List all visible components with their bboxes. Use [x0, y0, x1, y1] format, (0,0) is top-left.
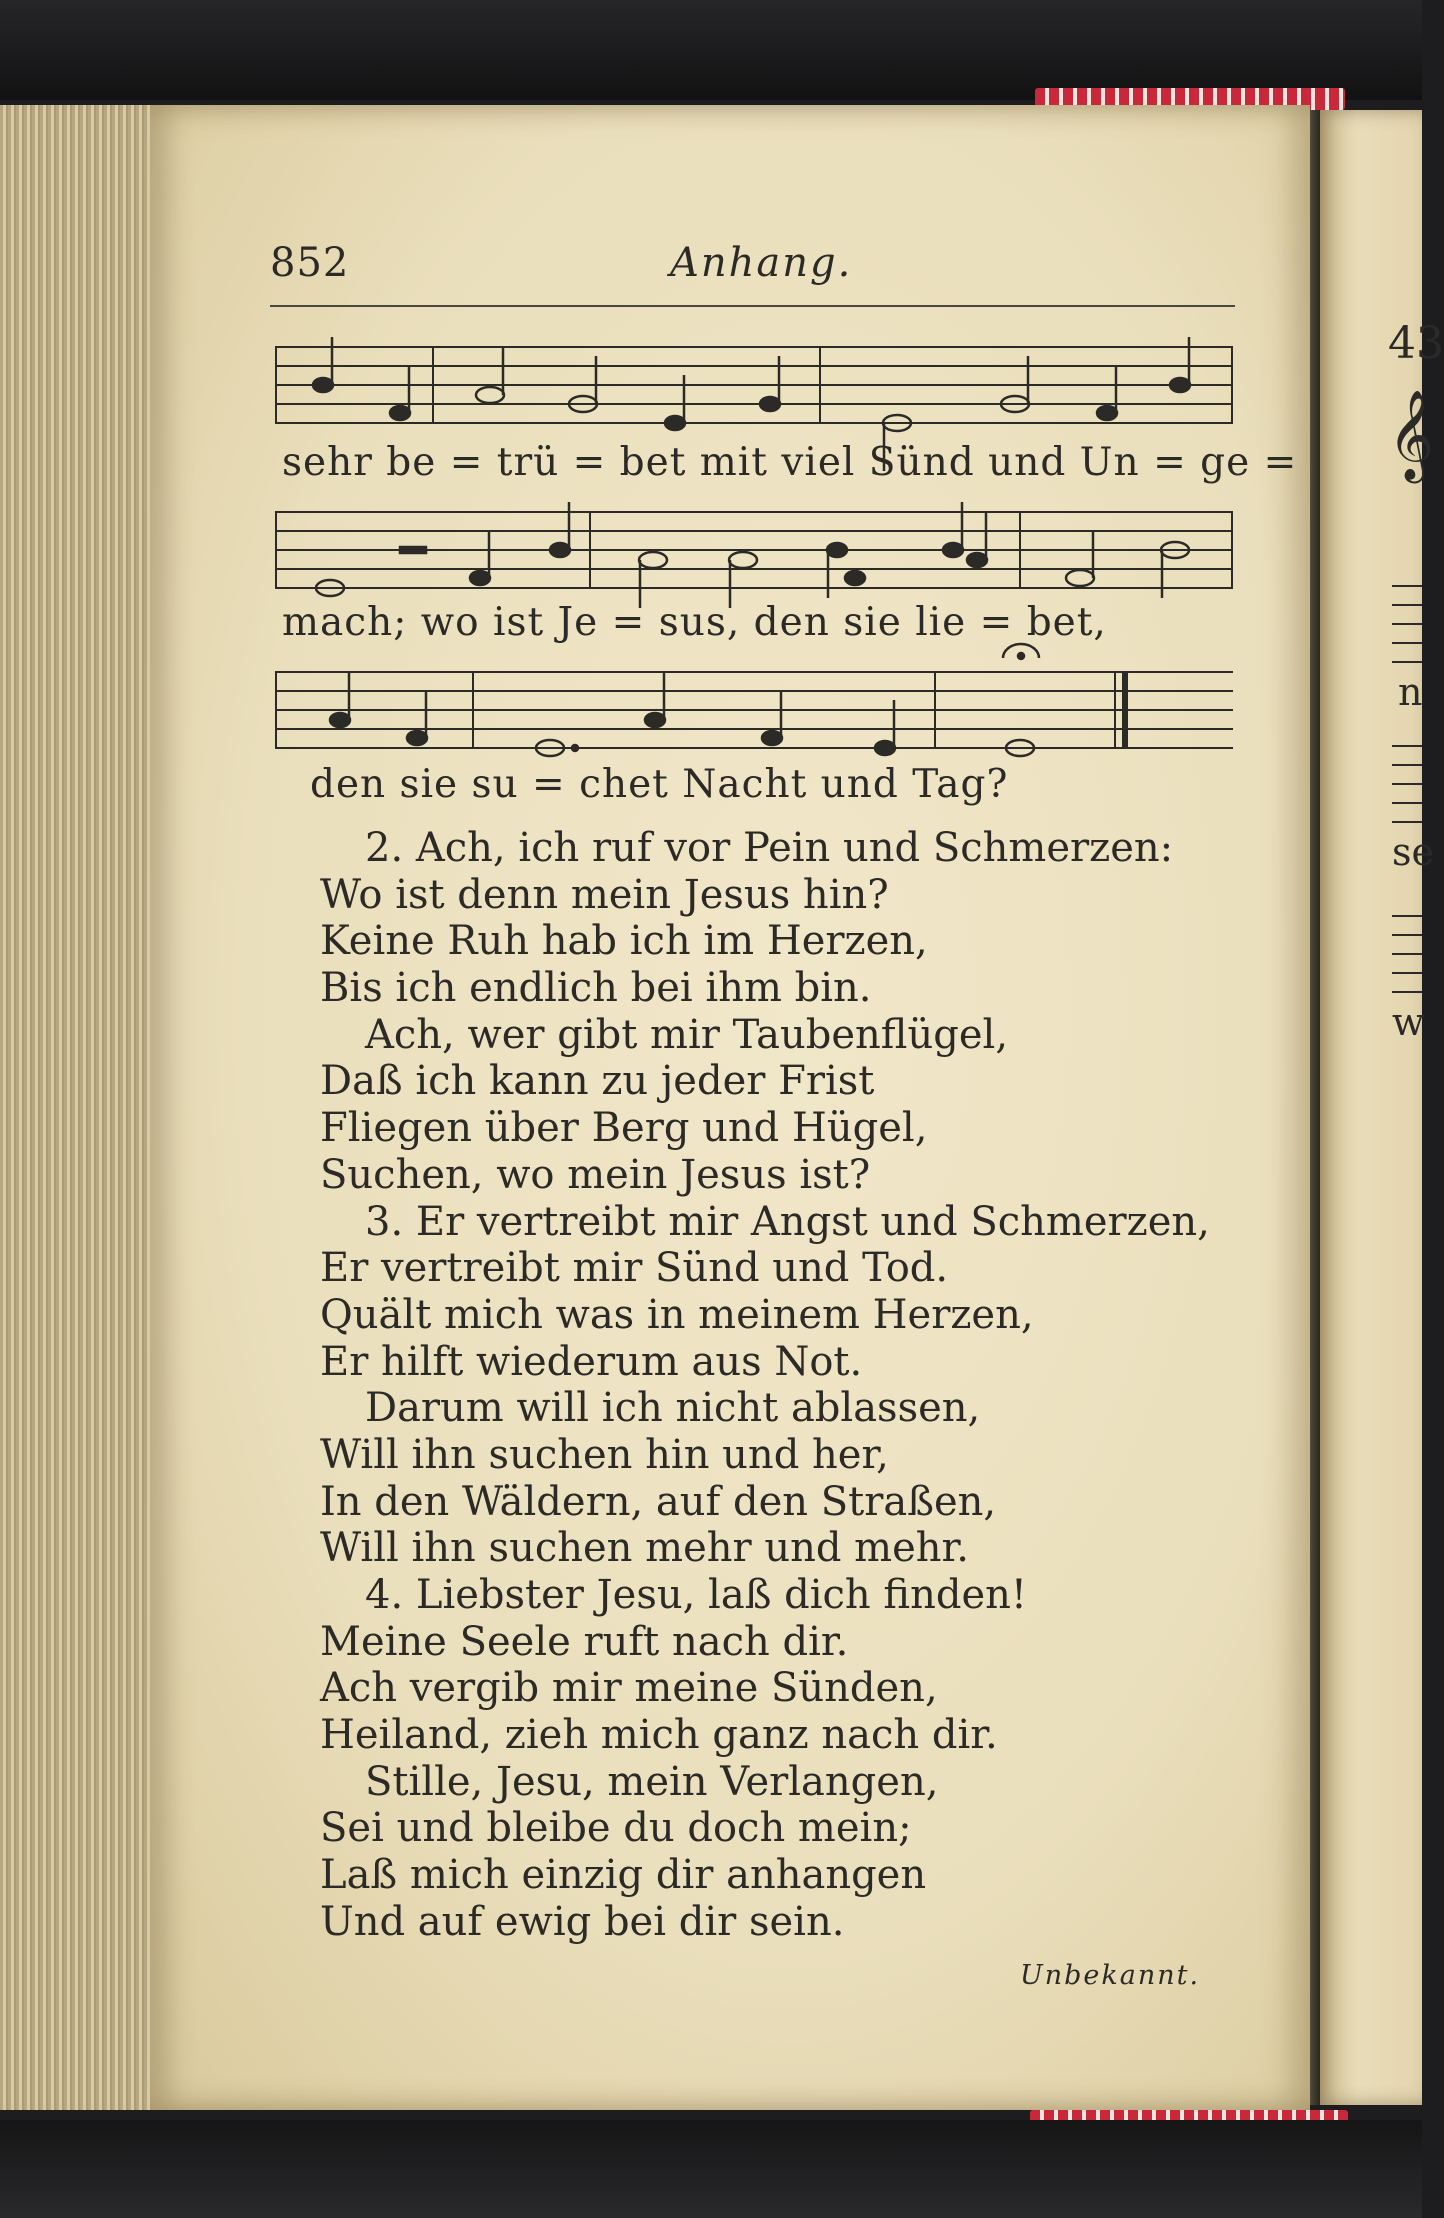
lyrics-line-2: mach; wo ist Je = sus, den sie lie = bet,	[282, 600, 1107, 645]
page-number: 852	[270, 240, 350, 286]
verse-line: Daß ich kann zu jeder Frist	[320, 1058, 875, 1105]
verse-line: Meine Seele ruft nach dir.	[320, 1618, 849, 1665]
facing-page-staff-2	[1392, 745, 1422, 823]
verse-line: Er hilft wiederum aus Not.	[320, 1338, 863, 1385]
verse-line: Quält mich was in meinem Herzen,	[320, 1291, 1034, 1338]
verse-line: Sei und bleibe du doch mein;	[320, 1805, 912, 1852]
lyrics-line-1: sehr be = trü = bet mit viel Sünd und Un = ge =	[282, 440, 1298, 485]
verse-line: 3. Er vertreibt mir Angst und Schmerzen,	[365, 1198, 1210, 1245]
verse-line: 4. Liebster Jesu, laß dich finden!	[365, 1572, 1027, 1618]
facing-page-fragment-2: se	[1392, 830, 1434, 874]
verse-line: In den Wäldern, auf den Straßen,	[320, 1478, 997, 1525]
facing-page-fragment-1: n	[1398, 670, 1423, 714]
music-staff-2	[275, 510, 1235, 590]
verses-block	[320, 825, 1245, 1946]
author-attribution: Unbekannt.	[1020, 1960, 1201, 1991]
verse-line: Ach, wer gibt mir Taubenflügel,	[365, 1011, 1009, 1058]
facing-page-number-fragment: 43	[1388, 318, 1444, 369]
verse-line: Fliegen über Berg und Hügel,	[320, 1105, 928, 1152]
verse-line: Will ihn suchen mehr und mehr.	[320, 1525, 969, 1572]
facing-page-fragment-3: w	[1392, 1000, 1425, 1044]
verse-line: Will ihn suchen hin und her,	[320, 1431, 889, 1478]
verse-line: Bis ich endlich bei ihm bin.	[320, 965, 872, 1012]
header-rule	[270, 305, 1235, 307]
lyrics-line-3: den sie su = chet Nacht und Tag?	[310, 762, 1009, 807]
verse-line: Suchen, wo mein Jesus ist?	[320, 1151, 871, 1198]
verse-line: Stille, Jesu, mein Verlangen,	[365, 1758, 939, 1805]
book-cover-bottom	[0, 2120, 1422, 2218]
verse-line: Ach vergib mir meine Sünden,	[320, 1665, 938, 1712]
verse-line: Er vertreibt mir Sünd und Tod.	[320, 1245, 949, 1292]
verse-line: Laß mich einzig dir anhangen	[320, 1852, 927, 1899]
page-edges	[0, 105, 154, 2110]
facing-page-clef-icon: 𝄞	[1388, 390, 1435, 480]
verse-line: Und auf ewig bei dir sein.	[320, 1898, 845, 1945]
verse-2	[320, 825, 1245, 1199]
verse-line: Heiland, zieh mich ganz nach dir.	[320, 1712, 998, 1759]
facing-page-staff-1	[1392, 585, 1422, 663]
verse-line: Darum will ich nicht ablassen,	[365, 1385, 981, 1432]
facing-page-staff-3	[1392, 915, 1422, 993]
verse-line: 2. Ach, ich ruf vor Pein und Schmerzen:	[365, 825, 1174, 871]
running-head: Anhang.	[670, 240, 853, 286]
verse-4	[320, 1572, 1245, 1946]
verse-line: Keine Ruh hab ich im Herzen,	[320, 918, 928, 965]
music-staff-1	[275, 345, 1235, 425]
verse-3	[320, 1199, 1245, 1573]
verse-line: Wo ist denn mein Jesus hin?	[320, 871, 889, 918]
music-staff-3	[275, 670, 1235, 750]
book-cover-top	[0, 0, 1422, 100]
